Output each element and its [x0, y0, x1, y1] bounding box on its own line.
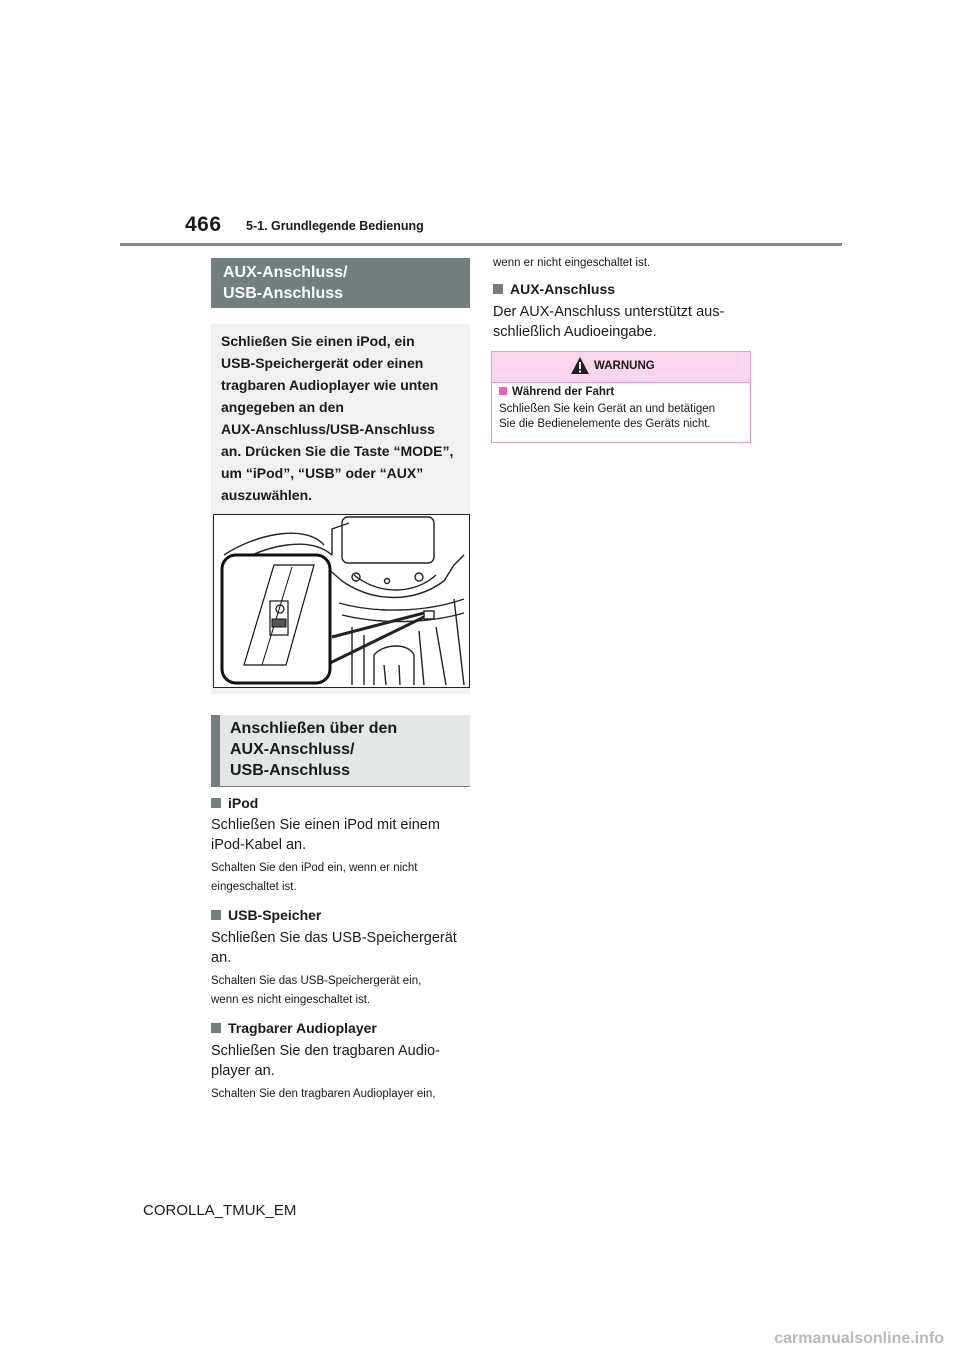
warning-title: Während der Fahrt: [499, 386, 743, 398]
portable-body: Schließen Sie den tragbaren Audio- player an.: [211, 1043, 440, 1079]
aux-body: Der AUX-Anschluss unterstützt aus- schließlich Audioeingabe.: [493, 304, 725, 340]
square-bullet-icon: [499, 387, 507, 395]
main-heading-line: AUX-Anschluss/: [223, 264, 348, 281]
portable-note: Schalten Sie den tragbaren Audioplayer ein,: [211, 1088, 436, 1100]
usb-title: USB-Speicher: [211, 907, 321, 923]
connector-location-illustration: [213, 514, 470, 688]
dashboard-drawing: [214, 515, 469, 687]
warning-text: Schließen Sie kein Gerät an und betätigen Sie die Bedienelemente des Geräts nicht.: [499, 403, 716, 430]
warning-box: [491, 351, 751, 443]
header-divider: [120, 243, 842, 246]
section-title: 5-1. Grundlegende Bedienung: [246, 219, 424, 233]
aux-title: AUX-Anschluss: [493, 281, 615, 297]
ipod-body: Schließen Sie einen iPod mit einem iPod-Kabel an.: [211, 817, 440, 853]
main-heading-line: USB-Anschluss: [223, 285, 344, 302]
connection-heading-line: Anschließen über den: [230, 720, 398, 737]
summary-text: Schließen Sie einen iPod, ein USB-Speichergerät oder einen tragbaren Audioplayer wie unten angegeben an den AUX-Anschluss/USB-Anschluss an. Drücken Sie die Taste “MODE”, um “iPod”, “USB” oder “AUX” auszuwählen.: [221, 333, 454, 503]
portable-title: Tragbarer Audioplayer: [211, 1020, 377, 1036]
square-bullet-icon: [211, 910, 221, 920]
zoom-callout: [222, 555, 330, 683]
continuation-note: wenn er nicht eingeschaltet ist.: [493, 257, 651, 269]
ipod-title: iPod: [211, 795, 258, 811]
connection-heading-line: AUX-Anschluss/: [230, 741, 355, 758]
footer-model: COROLLA_TMUK_EM: [143, 1202, 297, 1219]
main-heading: [211, 258, 470, 308]
summary-box: [211, 324, 470, 694]
warning-body: [492, 383, 750, 434]
ipod-note: Schalten Sie den iPod ein, wenn er nicht eingeschaltet ist.: [211, 862, 418, 893]
square-bullet-icon: [211, 1023, 221, 1033]
usb-note: Schalten Sie das USB-Speichergerät ein, wenn es nicht eingeschaltet ist.: [211, 975, 422, 1006]
usb-body: Schließen Sie das USB-Speichergerät an.: [211, 930, 457, 966]
connection-heading-line: USB-Anschluss: [230, 762, 351, 779]
square-bullet-icon: [493, 284, 503, 294]
warning-label: WARNUNG: [594, 360, 655, 372]
page-number: 466: [185, 213, 222, 236]
warning-header: [492, 352, 750, 383]
watermark: carmanualsonline.info: [774, 1330, 944, 1347]
warning-triangle-icon: [570, 356, 590, 375]
connection-heading: [211, 715, 470, 787]
square-bullet-icon: [211, 798, 221, 808]
